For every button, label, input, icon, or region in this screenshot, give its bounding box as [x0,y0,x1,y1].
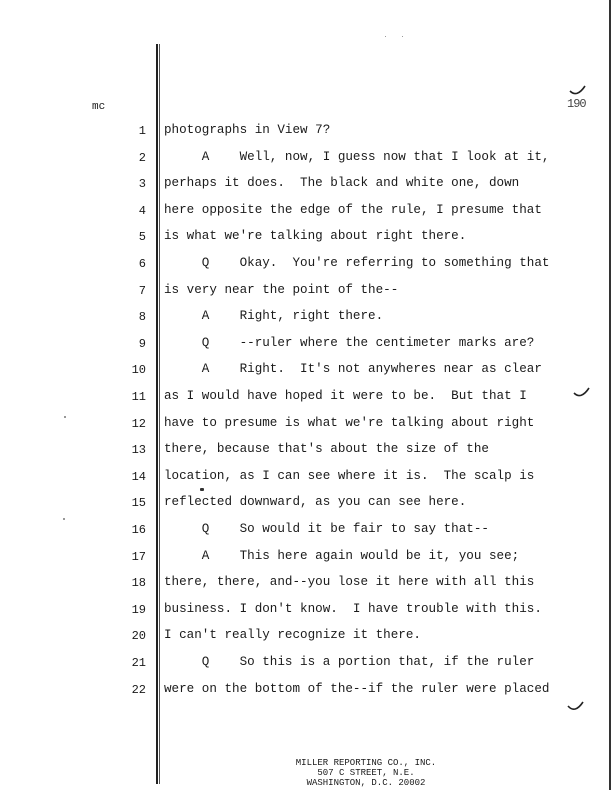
check-mark-icon [568,84,588,98]
line-text: Q So would it be fair to say that-- [164,522,489,536]
line-number: 18 [131,576,146,591]
scan-speck [200,488,204,491]
line-number: 8 [138,310,146,325]
scan-speck [64,416,66,418]
line-text: Q Okay. You're referring to something that [164,256,550,270]
scan-speck [63,518,65,520]
line-text: A Well, now, I guess now that I look at it, [164,149,550,164]
line-number: 9 [138,336,146,351]
line-number: 3 [138,177,146,192]
reporter-initials: mc [92,101,106,113]
line-text: perhaps it does. The black and white one, down [164,176,520,191]
line-text: there, because that's about the size of the [164,442,489,457]
page-edge [609,0,611,790]
footer-company: MILLER REPORTING CO., INC. [295,758,437,768]
line-text: is very near the point of the-- [164,282,399,297]
line-number: 5 [138,230,146,245]
line-number: 22 [131,682,146,697]
line-number: 7 [138,283,146,298]
line-number: 14 [131,469,146,484]
line-text: as I would have hoped it were to be. But that I [164,389,527,403]
line-number: 6 [138,257,146,271]
footer-street: 507 C STREET, N.E. [317,768,415,778]
check-mark-icon [566,700,586,714]
page-number: 190 [567,97,586,111]
line-number: 15 [131,496,146,511]
check-mark-icon [572,386,592,400]
line-text: A Right. It's not anywheres near as clear [164,362,542,377]
line-number: 13 [131,443,146,458]
line-text: A Right, right there. [164,309,384,324]
line-text: reflected downward, as you can see here. [164,495,467,510]
line-number: 19 [131,602,146,617]
line-number: 20 [131,629,146,644]
line-text: A This here again would be it, you see; [164,548,520,563]
line-text: is what we're talking about right there. [164,229,467,244]
line-number: 12 [131,416,146,431]
scan-speck [385,36,386,37]
line-number: 17 [131,549,146,564]
margin-rule-inner [159,44,160,784]
margin-rule-outer [156,44,158,784]
line-text: here opposite the edge of the rule, I presume that [164,202,542,217]
line-number: 2 [138,150,146,165]
line-text: location, as I can see where it is. The scalp is [164,468,535,483]
footer-city: WASHINGTON, D.C. 20002 [306,778,426,788]
line-number: 4 [138,203,146,218]
line-text: business. I don't know. I have trouble with this. [164,601,542,616]
line-text: were on the bottom of the--if the ruler were placed [164,681,550,696]
line-text: there, there, and--you lose it here with all this [164,575,535,590]
line-text: photographs in View 7? [164,123,331,137]
line-number: 16 [131,523,146,537]
line-text: Q So this is a portion that, if the ruler [164,655,535,669]
line-text: Q --ruler where the centimeter marks are? [164,335,535,350]
line-text: I can't really recognize it there. [164,628,421,643]
reporter-footer [282,758,450,788]
line-number: 21 [131,656,146,670]
line-number: 11 [131,390,146,404]
scan-speck [402,36,403,37]
line-number: 10 [131,363,146,378]
line-text: have to presume is what we're talking about right [164,415,535,430]
line-number: 1 [138,124,146,138]
